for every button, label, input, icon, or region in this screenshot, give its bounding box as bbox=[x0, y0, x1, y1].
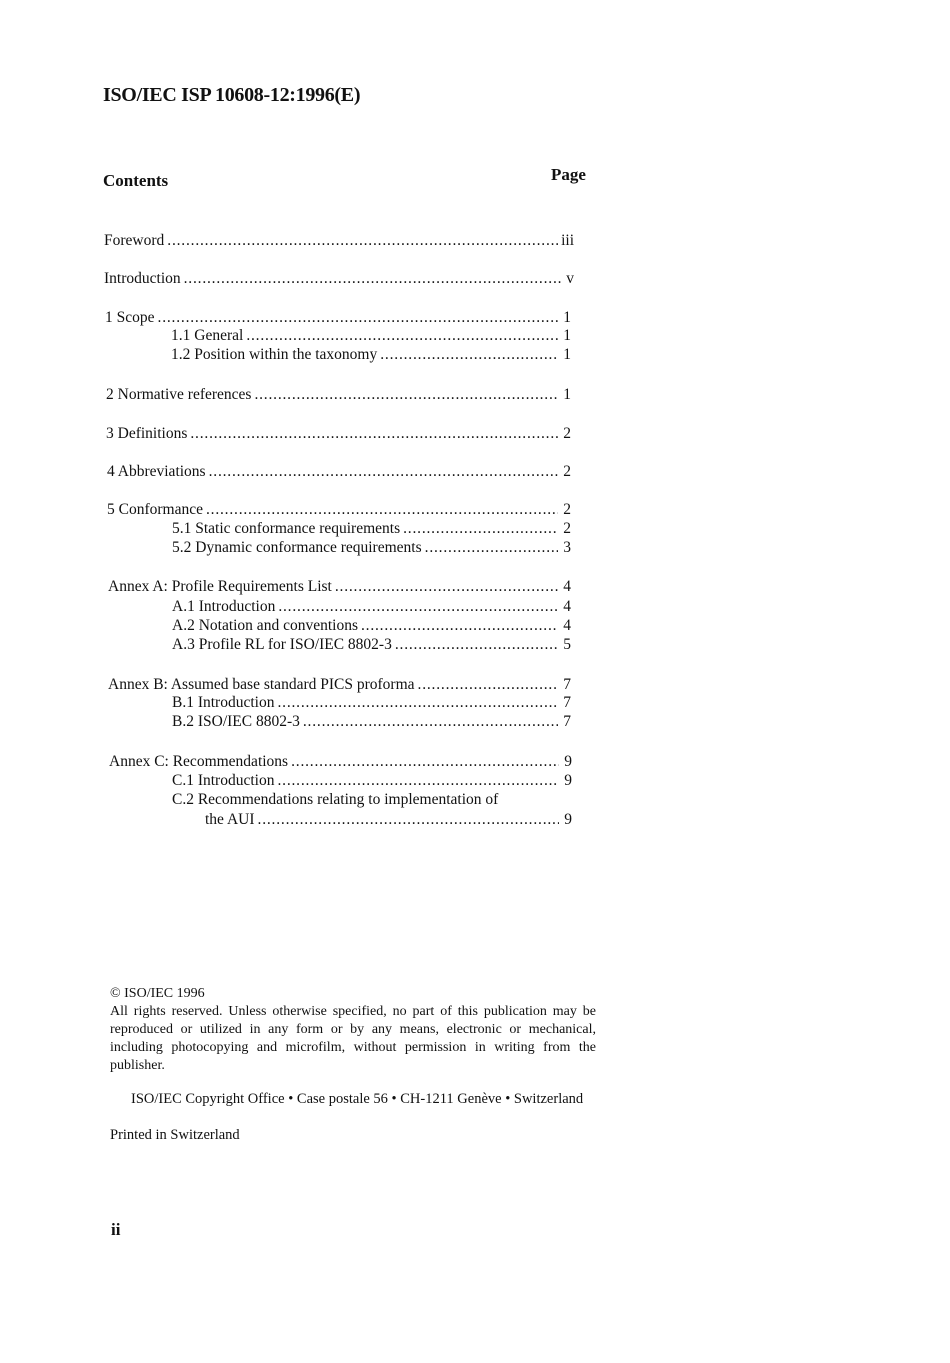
toc-entry-label: 2 Normative references bbox=[106, 386, 252, 403]
toc-page-number: 9 bbox=[564, 811, 572, 828]
dot-leader bbox=[291, 752, 559, 771]
toc-page-number: 4 bbox=[563, 598, 571, 615]
dot-leader bbox=[206, 500, 558, 519]
toc-entry-position-taxonomy[interactable] bbox=[171, 345, 571, 364]
dot-leader bbox=[277, 693, 558, 712]
dot-leader bbox=[380, 345, 558, 364]
copyright-notice bbox=[110, 985, 596, 1075]
toc-entry-introduction[interactable] bbox=[104, 269, 574, 288]
toc-entry-label: B.1 Introduction bbox=[172, 694, 275, 711]
dot-leader bbox=[361, 616, 558, 635]
toc-entry-label: 5.2 Dynamic conformance requirements bbox=[172, 539, 422, 556]
toc-page-number: 7 bbox=[563, 694, 571, 711]
toc-entry-label: Annex B: Assumed base standard PICS proforma bbox=[108, 676, 415, 693]
toc-page-number: 7 bbox=[563, 676, 571, 693]
toc-entry-annex-c[interactable] bbox=[109, 752, 572, 771]
toc-entry-annex-c-introduction[interactable] bbox=[172, 771, 572, 790]
toc-entry-annex-b-introduction[interactable] bbox=[172, 693, 571, 712]
toc-entry-abbreviations[interactable] bbox=[107, 462, 571, 481]
toc-entry-general[interactable] bbox=[171, 326, 571, 345]
page-number: ii bbox=[111, 1220, 121, 1239]
dot-leader bbox=[258, 810, 559, 829]
toc-entry-label: 1 Scope bbox=[105, 309, 155, 326]
toc-page-number: 4 bbox=[563, 617, 571, 634]
toc-page-number: 1 bbox=[563, 309, 571, 326]
toc-entry-conformance[interactable] bbox=[107, 500, 571, 519]
toc-entry-label: Annex C: Recommendations bbox=[109, 753, 289, 770]
toc-entry-label: Annex A: Profile Requirements List bbox=[108, 578, 332, 595]
toc-entry-label: 3 Definitions bbox=[106, 425, 188, 442]
dot-leader bbox=[395, 635, 558, 654]
printed-in: Printed in Switzerland bbox=[110, 1127, 240, 1143]
toc-entry-label: B.2 ISO/IEC 8802-3 bbox=[172, 713, 300, 730]
toc-entry-static-conformance[interactable] bbox=[172, 519, 571, 538]
toc-page-number: 1 bbox=[563, 386, 571, 403]
toc-entry-label: A.1 Introduction bbox=[172, 598, 276, 615]
dot-leader bbox=[158, 308, 558, 327]
dot-leader bbox=[418, 675, 558, 694]
toc-entry-label: 1.2 Position within the taxonomy bbox=[171, 346, 378, 363]
copyright-line: © ISO/IEC 1996 bbox=[110, 986, 205, 1001]
dot-leader bbox=[254, 385, 558, 404]
dot-leader bbox=[246, 326, 558, 345]
contents-heading: Contents bbox=[103, 171, 169, 190]
rights-statement: All rights reserved. Unless otherwise specified, no part of this publication may be reproduced or utilized in any form or by any means, electronic or mechanical, including photocopying and microfilm, without permission in writing from the publisher. bbox=[110, 1004, 596, 1073]
toc-entry-label-continuation: the AUI bbox=[205, 811, 255, 828]
toc-page-number: 1 bbox=[563, 346, 571, 363]
toc-entry-label: Foreword bbox=[104, 232, 165, 249]
toc-entry-iso-8802-3[interactable] bbox=[172, 712, 571, 731]
toc-page-number: 7 bbox=[563, 713, 571, 730]
page-column-heading: Page bbox=[551, 165, 586, 184]
dot-leader bbox=[335, 577, 558, 596]
toc-page-number: 2 bbox=[563, 501, 571, 518]
toc-entry-label: 5.1 Static conformance requirements bbox=[172, 520, 401, 537]
toc-page-number: iii bbox=[561, 232, 574, 249]
toc-page-number: 1 bbox=[563, 327, 571, 344]
dot-leader bbox=[167, 231, 558, 250]
toc-page-number: 3 bbox=[563, 539, 571, 556]
dot-leader bbox=[209, 462, 558, 481]
toc-page-number: 2 bbox=[563, 425, 571, 442]
toc-entry-profile-rl[interactable] bbox=[172, 635, 571, 654]
dot-leader bbox=[425, 538, 558, 557]
toc-entry-notation-conventions[interactable] bbox=[172, 616, 571, 635]
toc-entry-label: A.2 Notation and conventions bbox=[172, 617, 358, 634]
toc-page-number: 2 bbox=[563, 463, 571, 480]
toc-page-number: v bbox=[566, 270, 574, 287]
toc-entry-label: C.1 Introduction bbox=[172, 772, 275, 789]
toc-entry-label: A.3 Profile RL for ISO/IEC 8802-3 bbox=[172, 636, 392, 653]
toc-entry-recommendations-aui-continued[interactable] bbox=[205, 810, 572, 829]
toc-page-number: 9 bbox=[564, 753, 572, 770]
toc-entry-label: Introduction bbox=[104, 270, 181, 287]
dot-leader bbox=[303, 712, 558, 731]
toc-entry-scope[interactable] bbox=[105, 308, 571, 327]
dot-leader bbox=[190, 424, 558, 443]
toc-entry-recommendations-aui[interactable] bbox=[172, 790, 498, 809]
document-id: ISO/IEC ISP 10608-12:1996(E) bbox=[103, 84, 361, 106]
toc-entry-dynamic-conformance[interactable] bbox=[172, 538, 571, 557]
toc-entry-label: 4 Abbreviations bbox=[107, 463, 206, 480]
toc-page-number: 4 bbox=[563, 578, 571, 595]
toc-page-number: 5 bbox=[563, 636, 571, 653]
toc-entry-foreword[interactable] bbox=[104, 231, 574, 250]
toc-entry-definitions[interactable] bbox=[106, 424, 571, 443]
dot-leader bbox=[403, 519, 558, 538]
dot-leader bbox=[277, 771, 559, 790]
toc-entry-label: C.2 Recommendations relating to implementation of bbox=[172, 791, 499, 808]
toc-entry-annex-a[interactable] bbox=[108, 577, 571, 596]
toc-entry-label: 5 Conformance bbox=[107, 501, 203, 518]
copyright-office-address: ISO/IEC Copyright Office • Case postale 56 • CH-1211 Genève • Switzerland bbox=[131, 1091, 584, 1107]
toc-entry-normative-references[interactable] bbox=[106, 385, 571, 404]
toc-entry-annex-b[interactable] bbox=[108, 675, 571, 694]
dot-leader bbox=[184, 269, 561, 288]
dot-leader bbox=[278, 597, 558, 616]
toc-page-number: 2 bbox=[563, 520, 571, 537]
toc-entry-label: 1.1 General bbox=[171, 327, 244, 344]
toc-entry-annex-a-introduction[interactable] bbox=[172, 597, 571, 616]
toc-page-number: 9 bbox=[564, 772, 572, 789]
